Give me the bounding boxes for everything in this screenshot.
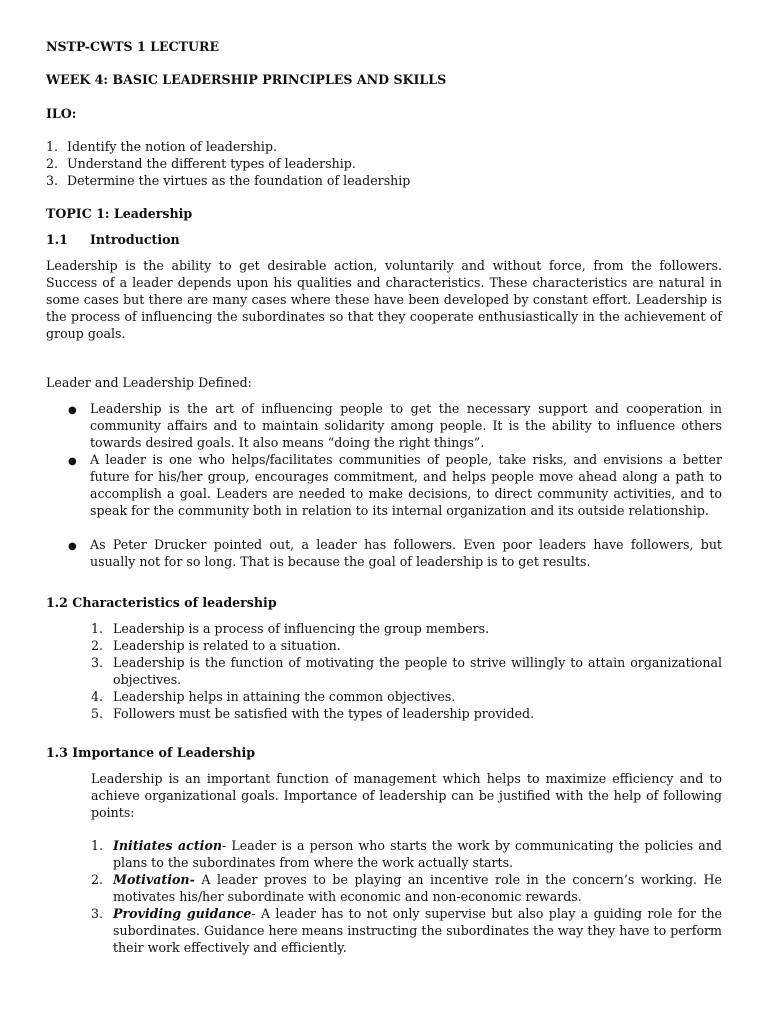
intro-title: Introduction <box>90 232 180 247</box>
importance-title: 1.3 Importance of Leadership <box>46 745 256 760</box>
ilo-number: 1. <box>46 139 59 154</box>
importance-item <box>113 905 722 956</box>
week-title: WEEK 4: BASIC LEADERSHIP PRINCIPLES AND SKILLS <box>46 72 447 87</box>
importance-paragraph: Leadership is an important function of management which helps to maximize efficiency and to achieve organizational goals. Importance of leadership can be justified with the help of following points: <box>91 771 722 820</box>
importance-number: 3. <box>91 906 104 921</box>
characteristic-number: 1. <box>91 621 104 636</box>
characteristic-item: Followers must be satisfied with the types of leadership provided. <box>113 706 535 721</box>
ilo-number: 3. <box>46 173 59 188</box>
characteristic-number: 5. <box>91 706 104 721</box>
importance-text: - Leader is a person who starts the work by communicating the policies and plans to the subordinates from where the work actually starts. <box>113 838 722 870</box>
ilo-item: Understand the different types of leadership. <box>67 156 356 171</box>
intro-paragraph: Leadership is the ability to get desirable action, voluntarily and without force, from the followers. Success of a leader depends upon his qualities and characteristics. These characteristics are natural in some cases but there are many cases where these have been developed by constant effort. Leadership is the process of influencing the subordinates so that they cooperate enthusiastically in the achievement of group goals. <box>46 258 722 341</box>
importance-text: - A leader has to not only supervise but also play a guiding role for the subordinates. Guidance here means instructing the subordinates the way they have to perform their work effectively and efficiently. <box>113 906 723 955</box>
ilo-item: Identify the notion of leadership. <box>67 139 278 154</box>
importance-term: Motivation- <box>113 872 195 887</box>
importance-item <box>113 837 722 871</box>
importance-text: A leader proves to be playing an incentive role in the concern’s working. He motivates his/her subordinate with economic and non-economic rewards. <box>113 872 722 904</box>
characteristic-item: Leadership is related to a situation. <box>113 638 341 653</box>
definition-bullet: As Peter Drucker pointed out, a leader has followers. Even poor leaders have followers, but usually not for so long. That is because the goal of leadership is to get results. <box>90 537 722 569</box>
bullet-dot: ● <box>68 405 77 416</box>
characteristics-title: 1.2 Characteristics of leadership <box>46 595 277 610</box>
topic-title: TOPIC 1: Leadership <box>46 206 193 221</box>
importance-item <box>113 871 722 905</box>
characteristic-number: 2. <box>91 638 104 653</box>
definition-bullet: A leader is one who helps/facilitates communities of people, take risks, and envisions a better future for his/her group, encourages commitment, and helps people move ahead along a path to accomplish a goal. Leaders are needed to make decisions, to direct community activities, and to speak for the community both in relation to its internal organization and its outside relationship. <box>90 452 722 518</box>
ilo-number: 2. <box>46 156 59 171</box>
importance-term: Providing guidance <box>113 906 252 921</box>
ilo-label: ILO: <box>46 106 77 121</box>
definition-bullet: Leadership is the art of influencing people to get the necessary support and cooperation in community affairs and to maintain solidarity among people. It is the ability to influence others towards desired goals. It also means “doing the right things”. <box>90 401 722 450</box>
importance-term: Initiates action <box>113 838 223 853</box>
bullet-dot: ● <box>68 456 77 467</box>
ilo-item: Determine the virtues as the foundation of leadership <box>67 173 411 188</box>
bullet-dot: ● <box>68 541 77 552</box>
defined-heading: Leader and Leadership Defined: <box>46 375 252 390</box>
characteristic-item: Leadership is the function of motivating the people to strive willingly to attain organizational objectives. <box>113 655 722 687</box>
characteristic-number: 3. <box>91 655 104 670</box>
importance-number: 1. <box>91 838 104 853</box>
characteristic-item: Leadership is a process of influencing the group members. <box>113 621 490 636</box>
intro-number: 1.1 <box>46 232 68 247</box>
course-title: NSTP-CWTS 1 LECTURE <box>46 39 220 54</box>
characteristic-item: Leadership helps in attaining the common objectives. <box>113 689 456 704</box>
importance-number: 2. <box>91 872 104 887</box>
characteristic-number: 4. <box>91 689 104 704</box>
